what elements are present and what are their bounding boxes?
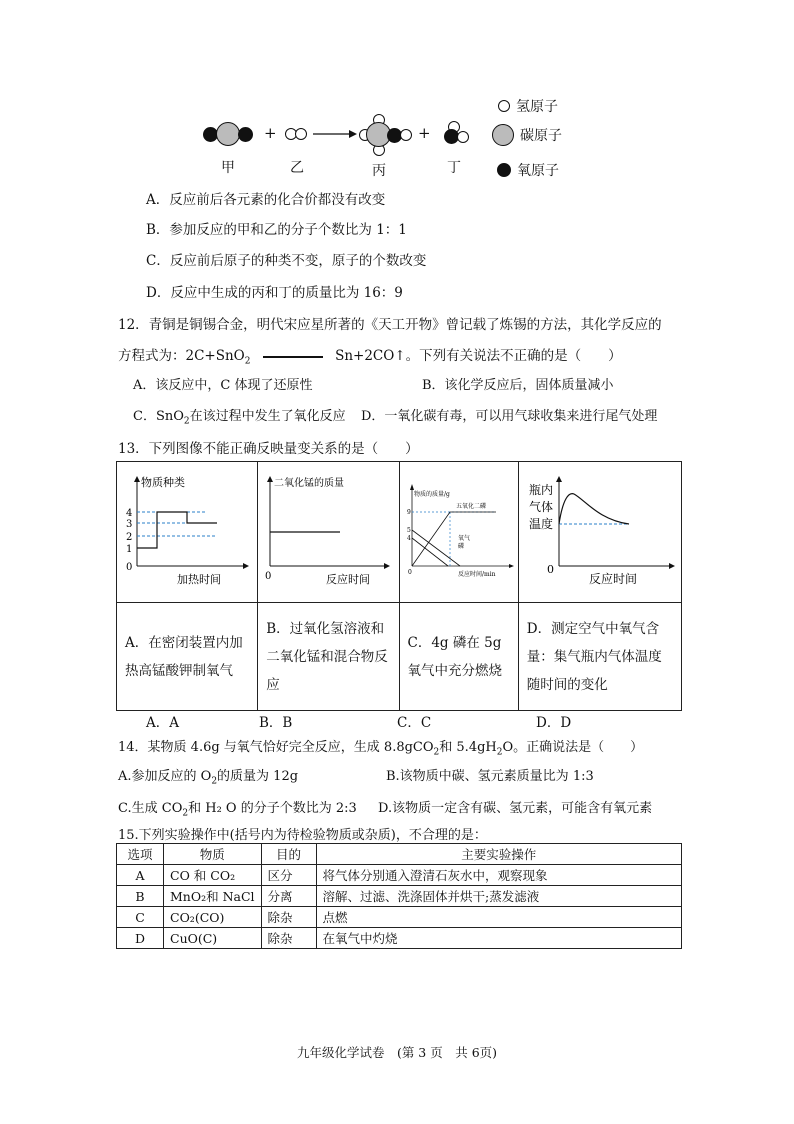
table-row <box>117 865 682 886</box>
q14-stem-sub2: 2 <box>496 747 503 758</box>
q13-choice-c: C．C <box>397 715 432 731</box>
table-row <box>117 907 682 928</box>
graph-d-origin: 0 <box>546 563 554 576</box>
graph-c-label-product: 五氧化二磷 <box>455 503 486 510</box>
q15-cell: 溶解、过滤、洗涤固体并烘干;蒸发滤液 <box>316 886 681 907</box>
q15-cell: 区分 <box>261 865 316 886</box>
q15-cell: CuO(C) <box>164 928 262 949</box>
q13-graph-a-cell <box>117 462 258 603</box>
graph-c <box>400 462 518 598</box>
q15-cell: 点燃 <box>316 907 681 928</box>
graph-a-ylabel: 物质种类 <box>141 476 185 489</box>
graph-a-tick-1: 1 <box>126 544 133 555</box>
q15-cell: 在氧气中灼烧 <box>316 928 681 949</box>
q14-option-b: B.该物质中碳、氢元素质量比为 1:3 <box>386 769 594 784</box>
graph-d-curve <box>559 494 629 524</box>
graph-b-origin: 0 <box>265 571 272 582</box>
legend-oxygen <box>497 160 559 180</box>
q14-stem <box>118 736 643 758</box>
graph-c-tick-9: 9 <box>406 509 411 516</box>
q13-graph-table <box>116 461 682 711</box>
q15-cell: 将气体分别通入澄清石灰水中，观察现象 <box>316 865 681 886</box>
graph-a-tick-0: 0 <box>126 562 133 573</box>
q13-choice-b: B．B <box>259 715 293 731</box>
oxygen-atom-icon <box>497 163 511 177</box>
q14-option-c-sub: 2 <box>182 808 189 819</box>
graph-c-label-oxygen: 氧气 <box>457 535 470 542</box>
hydrogen-atom-icon <box>498 100 510 112</box>
graph-b <box>258 462 398 598</box>
graph-c-tick-5: 5 <box>406 527 411 534</box>
q15-table <box>116 843 682 949</box>
table-row <box>117 886 682 907</box>
graph-d <box>519 462 681 598</box>
q12-option-c-text: C．SnO <box>133 409 184 424</box>
q14-option-d: D.该物质一定含有碳、氢元素，可能含有氧元素 <box>378 801 653 816</box>
q14-option-a-text: A.参加反应的 O <box>118 769 212 784</box>
graph-c-ylabel: 物质的质量/g <box>413 491 450 498</box>
q15-cell: B <box>117 886 164 907</box>
q13-graph-b-cell <box>258 462 399 603</box>
q12-equation-arrow <box>263 356 323 358</box>
graph-a-xlabel: 加热时间 <box>177 573 221 586</box>
molecule-bing-hydrogen-right <box>400 129 412 141</box>
q15-header-operation: 主要实验操作 <box>316 844 681 865</box>
plus-sign-1: + <box>264 124 277 142</box>
graph-d-ylabel-3: 温度 <box>528 517 553 531</box>
q12-equation-right: Sn+2CO↑。下列有关说法不正确的是（ ） <box>335 348 622 364</box>
q14-option-a-rest: 的质量为 12g <box>217 769 299 784</box>
q14-option-a <box>118 765 298 787</box>
q12-stem-line2 <box>118 344 622 367</box>
label-bing: 丙 <box>372 163 386 179</box>
q13-desc-a: A．在密闭装置内加热高锰酸钾制氧气 <box>117 603 258 711</box>
q15-header-purpose: 目的 <box>261 844 316 865</box>
q14-option-c <box>118 797 357 819</box>
graph-c-oxygen-curve <box>412 530 460 566</box>
legend-carbon <box>492 124 562 146</box>
molecule-jia-carbon <box>216 122 240 146</box>
legend-hydrogen <box>498 96 558 116</box>
q11-option-b: B．参加反应的甲和乙的分子个数比为 1：1 <box>146 222 407 238</box>
q15-cell: D <box>117 928 164 949</box>
graph-d-xlabel: 反应时间 <box>588 572 637 586</box>
q14-option-c-text: C.生成 CO <box>118 801 183 816</box>
q15-cell: CO₂(CO) <box>164 907 262 928</box>
label-jia: 甲 <box>221 160 235 176</box>
q12-option-d: D．一氧化碳有毒，可以用气球收集来进行尾气处理 <box>361 409 658 424</box>
table-row <box>117 928 682 949</box>
q14-stem-c: O。正确说法是（ ） <box>502 740 644 755</box>
q12-option-b: B．该化学反应后，固体质量减小 <box>422 378 614 393</box>
graph-a <box>117 462 257 598</box>
q15-cell: 分离 <box>261 886 316 907</box>
q14-stem-sub1: 2 <box>433 747 440 758</box>
q15-cell: 除杂 <box>261 928 316 949</box>
q11-option-c: C．反应前后原子的种类不变，原子的个数改变 <box>146 253 427 269</box>
q13-desc-c: C．4g 磷在 5g 氧气中充分燃烧 <box>399 603 518 711</box>
molecule-yi-hydrogen-right <box>295 128 307 140</box>
q15-header-substance: 物质 <box>164 844 262 865</box>
graph-c-tick-4: 4 <box>406 535 411 542</box>
label-ding: 丁 <box>447 160 461 176</box>
graph-a-curve <box>137 512 217 548</box>
q13-choice-d: D．D <box>536 715 572 731</box>
graph-d-ylabel-1: 瓶内 <box>528 483 553 497</box>
graph-b-xlabel: 反应时间 <box>326 573 371 586</box>
reaction-arrow <box>313 128 357 140</box>
q14-stem-b: 和 5.4gH <box>439 740 497 755</box>
carbon-atom-icon <box>492 124 514 146</box>
q14-stem-a: 14．某物质 4.6g 与氧气恰好完全反应，生成 8.8gCO <box>118 740 434 755</box>
q15-cell: 除杂 <box>261 907 316 928</box>
graph-a-tick-4: 4 <box>126 508 133 519</box>
legend-hydrogen-label: 氢原子 <box>516 99 558 115</box>
q13-stem: 13．下列图像不能正确反映量变关系的是（ ） <box>118 441 419 457</box>
q15-cell: CO 和 CO₂ <box>164 865 262 886</box>
q15-header-row <box>117 844 682 865</box>
q15-stem: 15.下列实验操作中(括号内为待检验物质或杂质)，不合理的是： <box>118 828 487 843</box>
q11-option-d: D．反应中生成的丙和丁的质量比为 16：9 <box>146 285 403 301</box>
q12-option-c-subscript: 2 <box>183 416 190 427</box>
q12-stem-line1: 12．青铜是铜锡合金，明代宋应星所著的《天工开物》曾记载了炼锡的方法，其化学反应的 <box>118 317 662 333</box>
q12-equation-left: 方程式为：2C+SnO <box>118 348 245 364</box>
q12-subscript: 2 <box>244 356 251 367</box>
q14-option-c-rest: 和 H₂ O 的分子个数比为 2:3 <box>188 801 357 816</box>
graph-a-tick-2: 2 <box>126 532 133 543</box>
graph-d-ylabel-2: 气体 <box>528 500 553 514</box>
graph-c-xlabel: 反应时间/min <box>457 571 495 578</box>
q12-option-c-rest: 在该过程中发生了氧化反应 <box>189 409 346 424</box>
q13-desc-b: B．过氧化氢溶液和二氧化锰和混合物反应 <box>258 603 399 711</box>
graph-c-origin: 0 <box>407 569 412 576</box>
q15-cell: C <box>117 907 164 928</box>
graph-a-tick-3: 3 <box>126 519 133 530</box>
q15-cell: A <box>117 865 164 886</box>
q13-graph-c-cell <box>399 462 518 603</box>
q12-option-a: A．该反应中，C 体现了还原性 <box>133 378 313 393</box>
molecule-jia-oxygen-right <box>238 127 253 142</box>
q13-graph-d-cell <box>518 462 681 603</box>
legend-carbon-label: 碳原子 <box>520 128 562 144</box>
q11-option-a: A．反应前后各元素的化合价都没有改变 <box>146 192 386 208</box>
q12-option-c <box>133 405 346 427</box>
q15-header-option: 选项 <box>117 844 164 865</box>
plus-sign-2: + <box>418 124 431 142</box>
label-yi: 乙 <box>290 160 304 176</box>
graph-c-phosphorus-curve <box>412 538 448 566</box>
legend-oxygen-label: 氧原子 <box>517 163 559 179</box>
page-footer: 九年级化学试卷 (第 3 页 共 6页) <box>296 1045 498 1060</box>
q13-choice-a: A．A <box>146 715 179 731</box>
graph-c-label-phosphorus: 磷 <box>457 543 464 550</box>
q14-option-a-sub: 2 <box>211 776 218 787</box>
q13-desc-d: D．测定空气中氧气含量：集气瓶内气体温度随时间的变化 <box>518 603 681 711</box>
molecule-ding-hydrogen-right <box>457 131 469 143</box>
q15-cell: MnO₂和 NaCl <box>164 886 262 907</box>
graph-b-ylabel: 二氧化锰的质量 <box>274 478 345 489</box>
